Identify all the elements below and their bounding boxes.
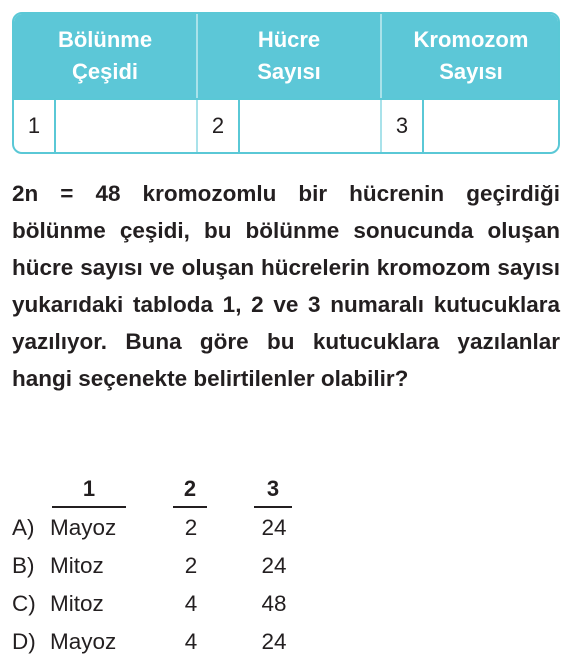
- option-division-type: Mitoz: [50, 591, 104, 616]
- option-division-type: Mayoz: [50, 515, 117, 540]
- option-header-3-label: 3: [266, 476, 280, 501]
- box-divider: [238, 100, 240, 154]
- box-number-1: 1: [27, 113, 41, 138]
- option-letter: B): [12, 553, 35, 578]
- option-letter: A): [12, 515, 35, 540]
- option-header-1: [52, 476, 126, 502]
- header-division-type: [14, 14, 196, 98]
- header-chromosome-count: [382, 14, 560, 98]
- option-chromosome-count: 24: [261, 553, 287, 578]
- option-b[interactable]: [12, 553, 332, 589]
- option-header-2-label: 2: [183, 476, 197, 501]
- question-text: 2n = 48 kromozomlu bir hücrenin geçirdiği bölünme çeşidi, bu bölünme sonucunda oluşan hücre sayısı ve oluşan hücrelerin kromozom sayısı yukarıdaki tabloda 1, 2 ve 3 numaralı kutucuklara yazılıyor. Buna göre bu kutucuklara yazılanlar hangi seçenekte belirtilenler olabilir?: [12, 181, 560, 391]
- option-letter: D): [12, 629, 36, 654]
- header-chromosome-count-line1: Kromozom: [413, 27, 529, 52]
- option-division-type: Mitoz: [50, 553, 104, 578]
- box-number-2: 2: [211, 113, 225, 138]
- option-a[interactable]: [12, 515, 332, 551]
- header-underline: [254, 506, 292, 508]
- header-chromosome-count-line2: Sayısı: [439, 59, 503, 84]
- option-header-2: [173, 476, 207, 502]
- option-division-type: Mayoz: [50, 629, 117, 654]
- option-chromosome-count: 24: [261, 629, 287, 654]
- option-cell-count: 2: [184, 553, 198, 578]
- header-underline: [52, 506, 126, 508]
- header-division-type-line2: Çeşidi: [71, 59, 139, 84]
- option-d[interactable]: [12, 629, 332, 665]
- box-divider: [422, 100, 424, 154]
- table-header: [14, 14, 558, 98]
- option-header-1-label: 1: [82, 476, 96, 501]
- header-division-type-line1: Bölünme: [57, 27, 153, 52]
- header-cell-count-line1: Hücre: [257, 27, 321, 52]
- option-letter: C): [12, 591, 36, 616]
- option-cell-count: 2: [184, 515, 198, 540]
- box-divider: [54, 100, 56, 154]
- option-header-3: [254, 476, 292, 502]
- info-table: [12, 12, 560, 154]
- header-cell-count: [198, 14, 380, 98]
- option-chromosome-count: 24: [261, 515, 287, 540]
- option-c[interactable]: [12, 591, 332, 627]
- row-divider: [14, 98, 558, 100]
- header-cell-count-line2: Sayısı: [257, 59, 321, 84]
- option-cell-count: 4: [184, 591, 198, 616]
- header-underline: [173, 506, 207, 508]
- option-chromosome-count: 48: [261, 591, 287, 616]
- box-number-3: 3: [395, 113, 409, 138]
- option-cell-count: 4: [184, 629, 198, 654]
